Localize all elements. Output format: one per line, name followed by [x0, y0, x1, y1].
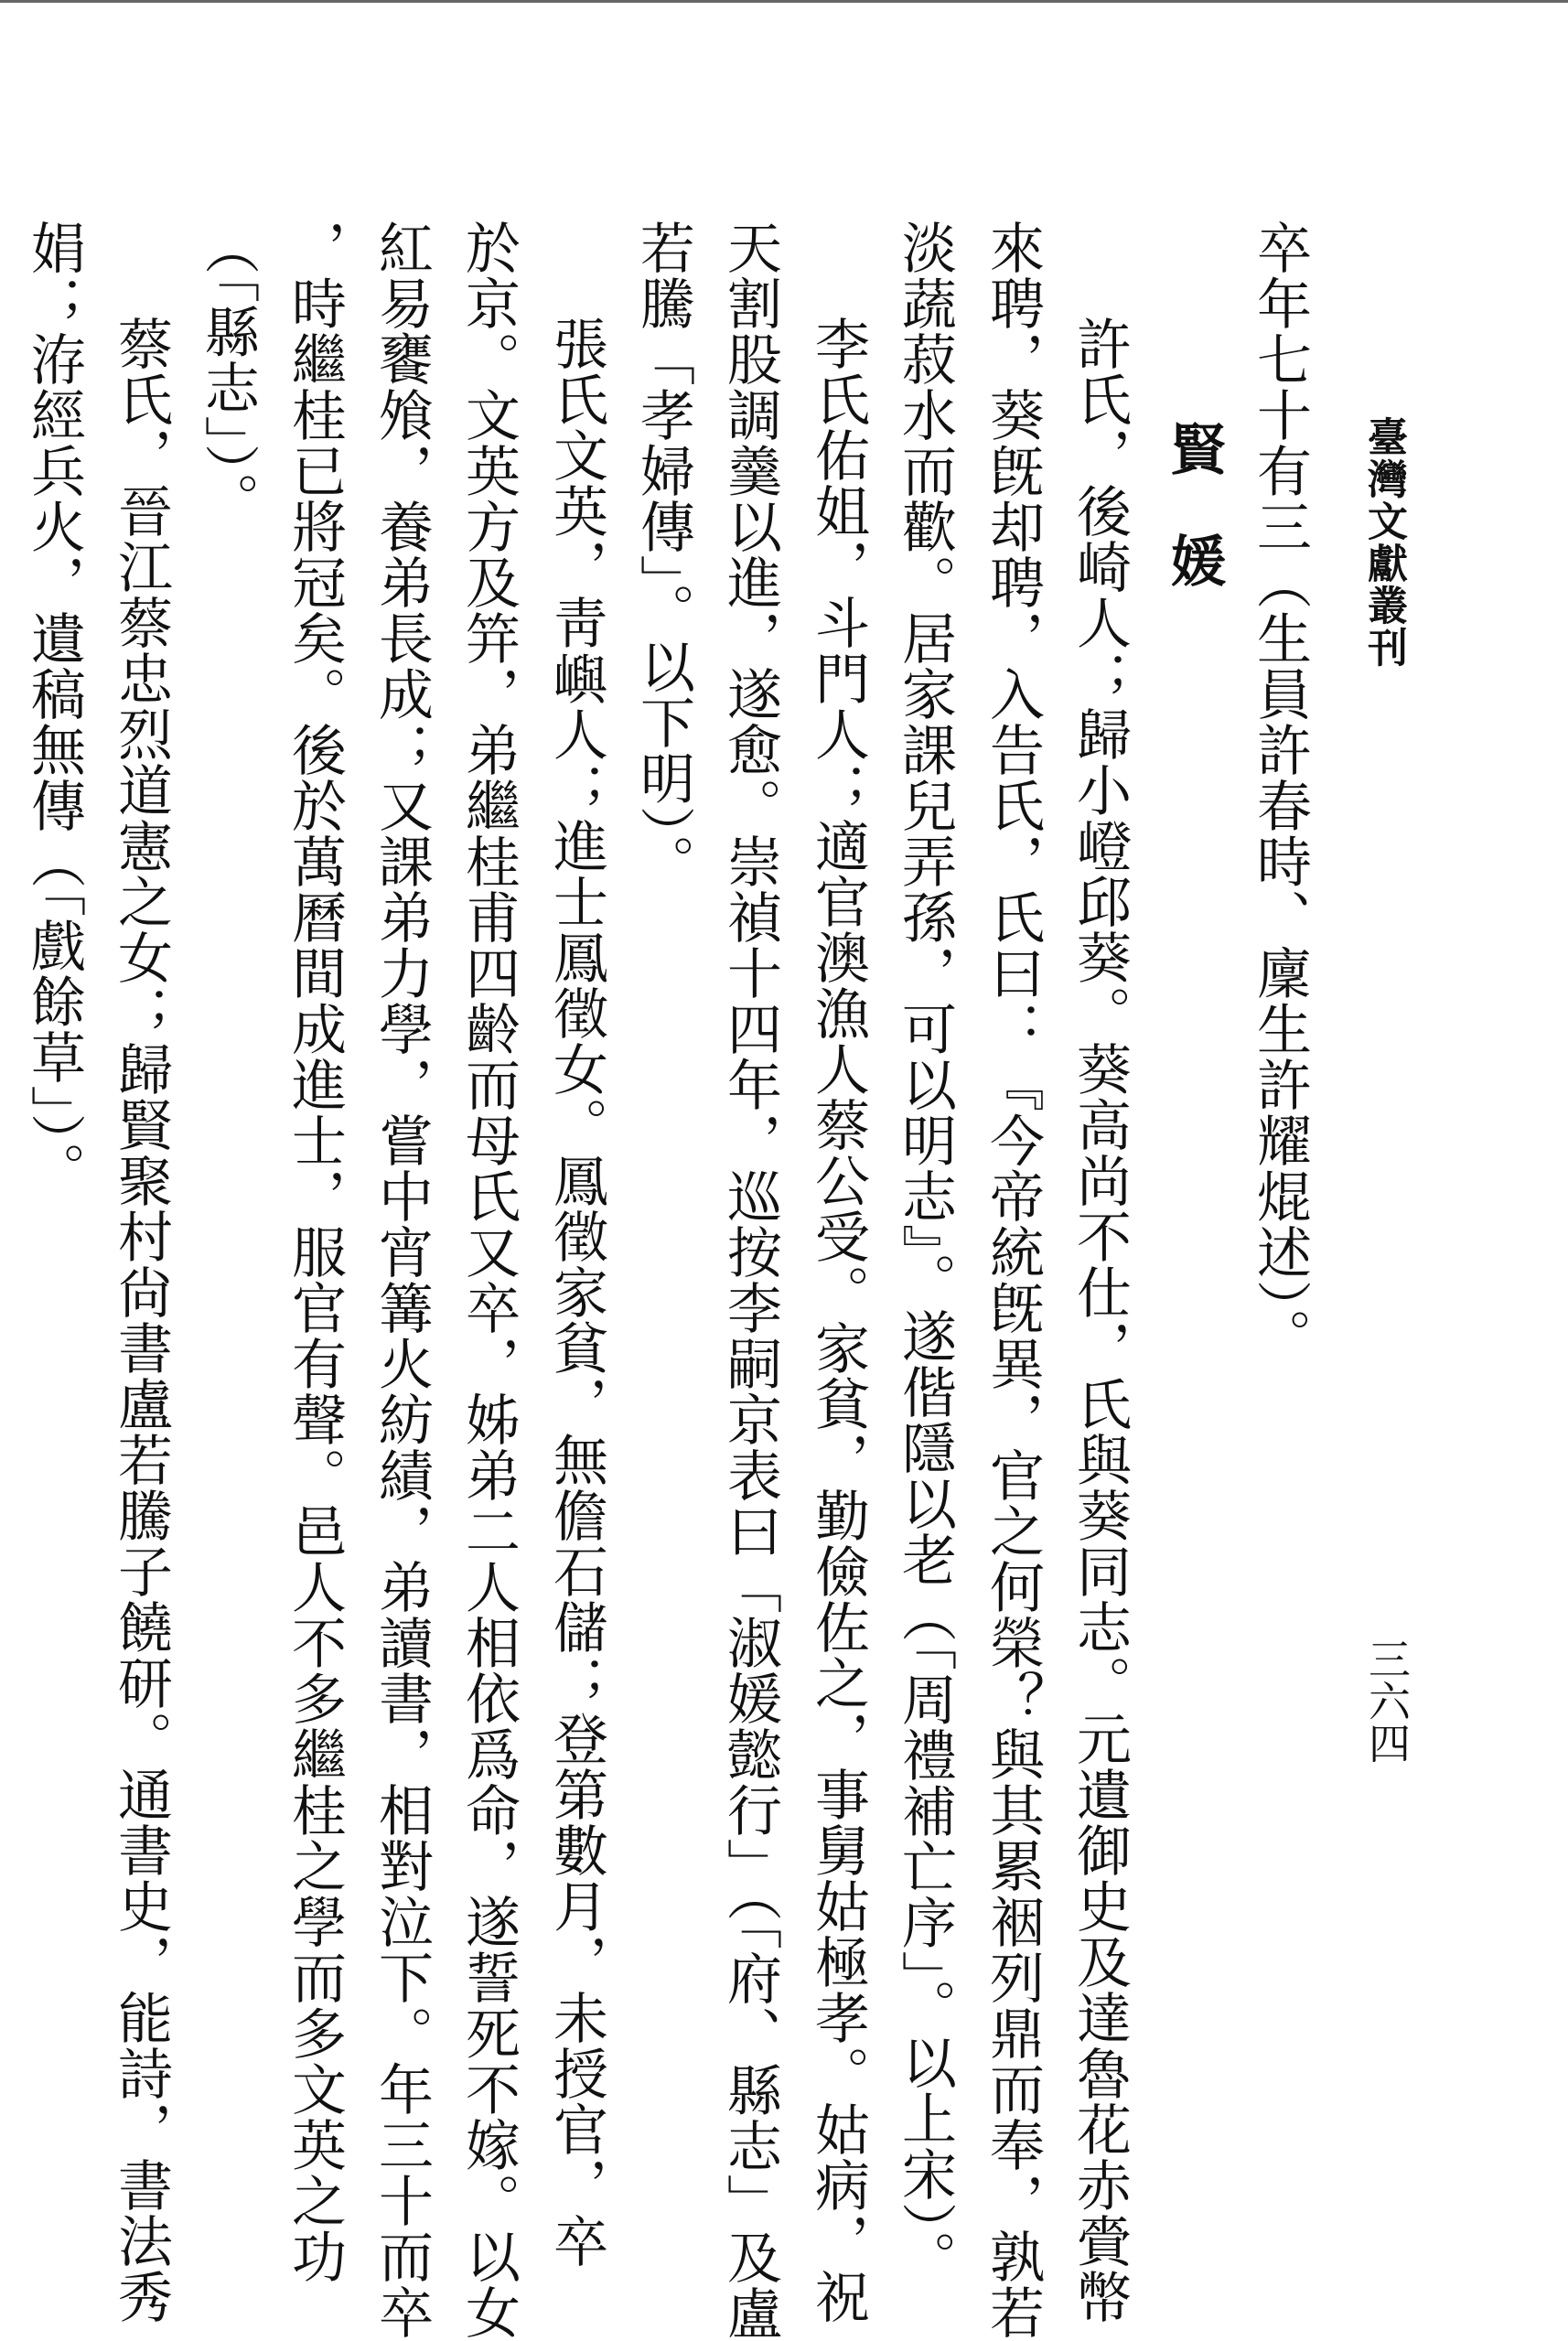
text-column-7: 天割股調羹以進，遂愈。崇禎十四年，巡按李嗣京表曰「淑媛懿行」（「府、縣志」及盧	[718, 220, 782, 2341]
text-column-8: 若騰「孝婦傳」。以下明）。	[631, 220, 695, 890]
text-column-14: 蔡氏，晉江蔡忠烈道憲之女；歸賢聚村尙書盧若騰子饒研。通書史，能詩，書法秀	[109, 316, 173, 2325]
text-column-3: 許氏，後崎人；歸小嶝邱葵。葵高尚不仕，氏與葵同志。元遺御史及達魯花赤賫幣	[1068, 316, 1132, 2325]
text-column-11: 紅易饔飧，養弟長成；又課弟力學，嘗中宵篝火紡績，弟讀書，相對泣下。年三十而卒	[370, 220, 434, 2340]
text-column-12: ，時繼桂已將冠矣。後於萬曆間成進士，服官有聲。邑人不多繼桂之學而多文英之功	[283, 220, 347, 2284]
page-number: 三六四	[1362, 1638, 1412, 1764]
text-column-6: 李氏佑姐，斗門人；適官澳漁人蔡公受。家貧，勤儉佐之，事舅姑極孝。姑病，祝	[806, 316, 870, 2325]
running-header-title: 臺灣文獻叢刊	[1360, 416, 1407, 669]
text-column-4: 來聘，葵旣却聘，入告氏，氏曰：『今帝統旣異，官之何榮？與其累裀列鼎而奉，孰若	[981, 220, 1045, 2340]
top-rule	[0, 0, 1568, 3]
text-column-1: 卒年七十有三（生員許春時、廩生許耀焜述）。	[1248, 220, 1312, 1364]
text-column-13: （「縣志」）。	[196, 220, 260, 528]
text-column-5: 淡蔬菽水而歡。居家課兒弄孫，可以明志』。遂偕隱以老（「周禮補亡序」。以上宋）。	[893, 220, 957, 2286]
text-column-10: 於京。文英方及笄，弟繼桂甫四齡而母氏又卒，姊弟二人相依爲命，遂誓死不嫁。以女	[456, 220, 521, 2340]
text-column-9: 張氏文英，靑嶼人；進士鳳徵女。鳳徵家貧，無儋石儲；登第數月，未授官，卒	[544, 316, 608, 2269]
section-heading: 賢 媛	[1162, 421, 1226, 588]
text-column-15: 娟；洊經兵火，遺稿無傳（「戲餘草」）。	[22, 220, 86, 1197]
